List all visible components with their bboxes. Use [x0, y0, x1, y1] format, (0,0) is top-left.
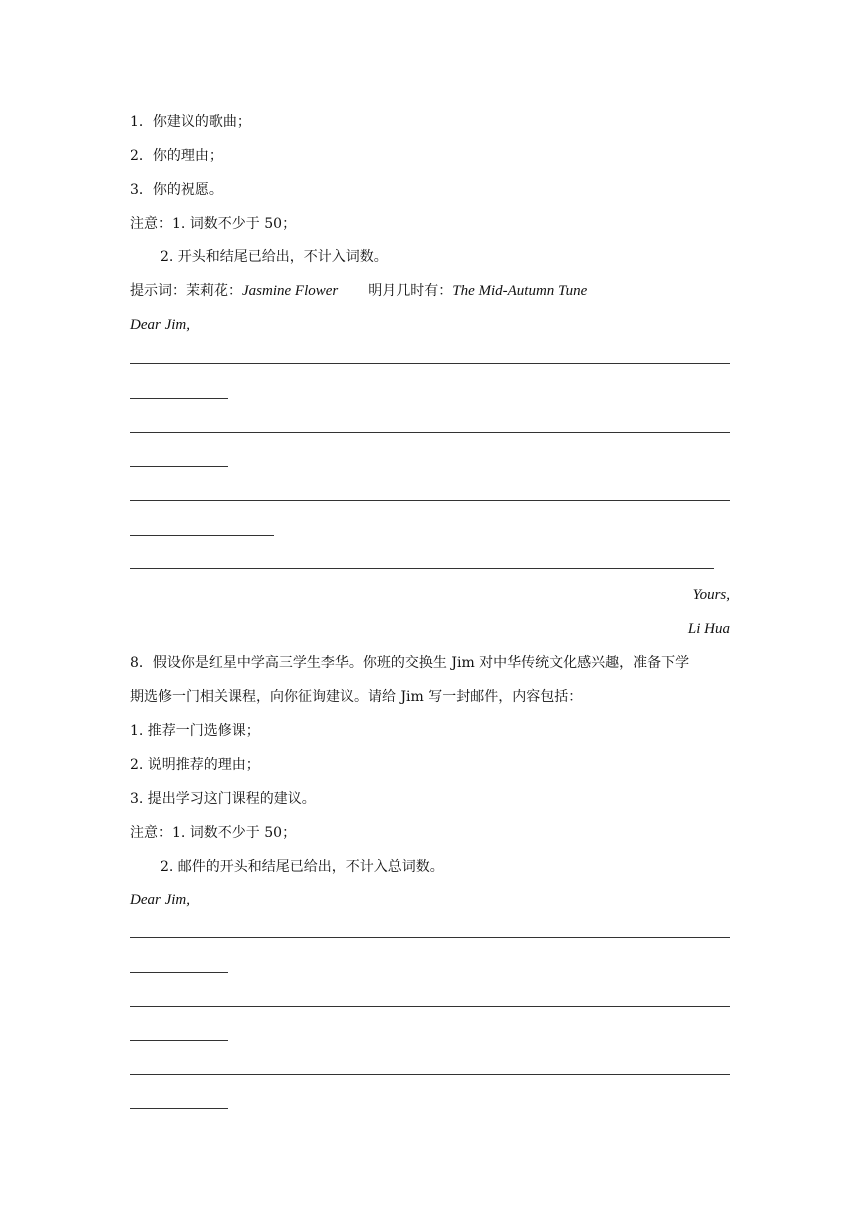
- hint-prefix: 提示词：茉莉花：: [130, 283, 242, 299]
- answer-line[interactable]: [130, 432, 730, 433]
- salutation: Dear Jim,: [130, 892, 190, 908]
- note-line: 2. 开头和结尾已给出，不计入词数。: [160, 249, 388, 265]
- list-item: 3. 提出学习这门课程的建议。: [130, 791, 316, 807]
- answer-line[interactable]: [130, 937, 730, 938]
- signature: Li Hua: [687, 621, 730, 637]
- list-item: 3．你的祝愿。: [130, 182, 223, 198]
- answer-line[interactable]: [130, 535, 274, 536]
- answer-line[interactable]: [130, 1108, 228, 1109]
- answer-line[interactable]: [130, 972, 228, 973]
- answer-line[interactable]: [130, 568, 714, 569]
- answer-line[interactable]: [130, 1040, 228, 1041]
- note-line: 2. 邮件的开头和结尾已给出，不计入总词数。: [160, 859, 444, 875]
- hint-english: Jasmine Flower: [242, 283, 339, 299]
- note-line: 注意：1. 词数不少于 50；: [130, 216, 297, 232]
- answer-line[interactable]: [130, 500, 730, 501]
- answer-line[interactable]: [130, 363, 730, 364]
- hint-line: [130, 281, 587, 301]
- list-item: 1．你建议的歌曲；: [130, 114, 251, 130]
- answer-line[interactable]: [130, 466, 228, 467]
- list-item: 2．你的理由；: [130, 148, 223, 164]
- answer-line[interactable]: [130, 398, 228, 399]
- closing: Yours,: [692, 587, 730, 603]
- answer-line[interactable]: [130, 1074, 730, 1075]
- question-prompt: 8．假设你是红星中学高三学生李华。你班的交换生 Jim 对中华传统文化感兴趣，准备下学: [130, 655, 690, 671]
- salutation: Dear Jim,: [130, 317, 190, 333]
- hint-middle: 明月几时有：: [368, 283, 453, 299]
- list-item: 1. 推荐一门选修课；: [130, 723, 260, 739]
- hint-english: The Mid-Autumn Tune: [452, 283, 588, 299]
- answer-line[interactable]: [130, 1006, 730, 1007]
- question-prompt: 期选修一门相关课程，向你征询建议。请给 Jim 写一封邮件，内容包括：: [130, 689, 583, 705]
- list-item: 2. 说明推荐的理由；: [130, 757, 260, 773]
- note-line: 注意：1. 词数不少于 50；: [130, 825, 297, 841]
